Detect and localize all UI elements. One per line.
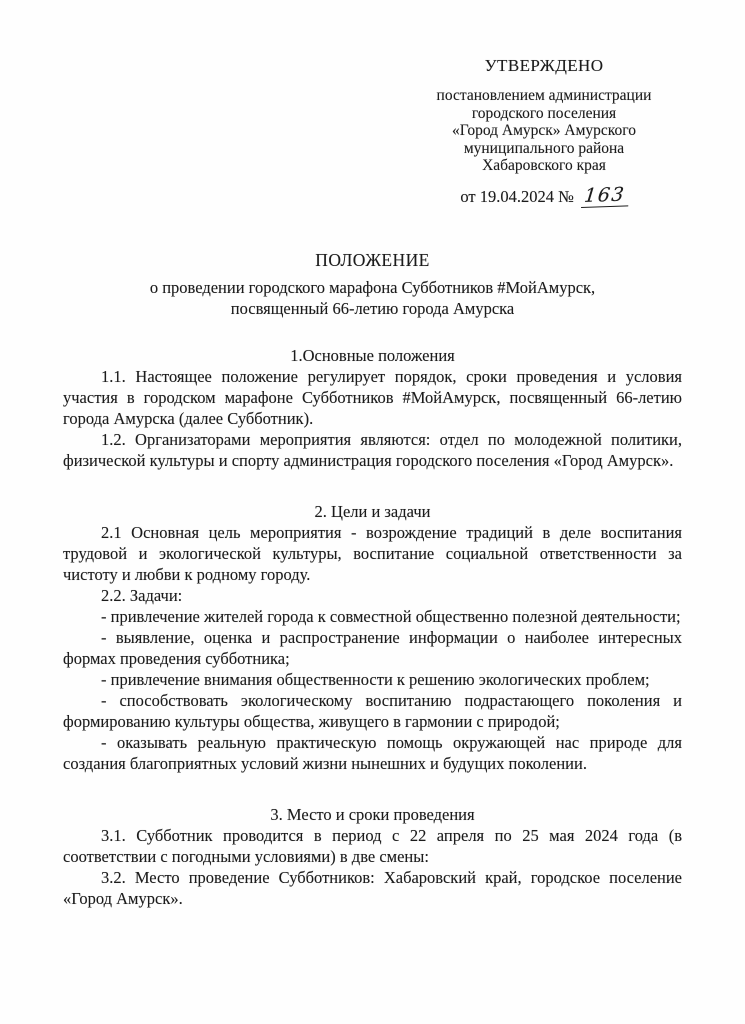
paragraph: 3.2. Место проведение Субботников: Хабаровский край, городское поселение «Город Амурск».	[63, 867, 682, 908]
approval-line: «Город Амурск» Амурского	[451, 122, 637, 139]
approval-status: УТВЕРЖДЕНО	[484, 56, 604, 75]
paragraph: 1.1. Настоящее положение регулирует порядок, сроки проведения и условия участия в городском марафоне Субботников #МойАмурск, посвященный 66-летию города Амурска (далее Субботник).	[63, 366, 682, 428]
paragraph: 3.1. Субботник проводится в период с 22 апреля по 25 мая 2024 года (в соответствии с погодными условиями) в две смены:	[63, 825, 682, 866]
list-item-paragraph: - привлечение жителей города к совместной общественно полезной деятельности;	[101, 606, 681, 626]
list-item-paragraph: - выявление, оценка и распространение информации о наиболее интересных формах проведения субботника;	[63, 627, 682, 668]
section-general-provisions	[63, 346, 682, 471]
paragraph: 2.1 Основная цель мероприятия - возрождение традиций в деле воспитания трудовой и экологической культуры, воспитание социальной ответственности за чистоту и любви к родному городу.	[63, 522, 682, 584]
document-body	[0, 346, 745, 909]
document-title: ПОЛОЖЕНИЕ	[315, 249, 430, 270]
approval-authority	[413, 87, 675, 175]
paragraph: 1.2. Организаторами мероприятия являются: отдел по молодежной политики, физической культуры и спорту администрация городского поселения «Город Амурск».	[63, 429, 682, 470]
document-subtitle-line: о проведении городского марафона Субботников #МойАмурск,	[149, 277, 596, 297]
approval-line: муниципального района	[463, 139, 625, 157]
list-item-paragraph: - способствовать экологическому воспитанию подрастающего поколения и формированию культуры общества, живущего в гармонии с природой;	[63, 690, 682, 731]
list-item-paragraph: - привлечение внимания общественности к решению экологических проблем;	[101, 669, 650, 689]
section-heading: 3. Место и сроки проведения	[270, 804, 475, 824]
approval-line: Хабаровского края	[482, 157, 606, 174]
section-place-and-dates	[63, 805, 682, 909]
section-heading: 2. Цели и задачи	[314, 501, 431, 521]
approval-date-prefix: от 19.04.2024 №	[460, 186, 574, 206]
document-subtitle-line: посвященный 66-летию города Амурска	[230, 298, 515, 318]
approval-date-line	[413, 185, 675, 208]
list-item-paragraph: - оказывать реальную практическую помощь окружающей нас природе для создания благоприятных условий жизни нынешних и будущих поколении.	[63, 732, 682, 773]
document-subtitle	[0, 277, 745, 319]
title-block	[0, 250, 745, 319]
approval-line: городского поселения	[471, 104, 617, 122]
document-number-handwritten: 163	[581, 183, 630, 208]
section-goals-and-tasks	[63, 502, 682, 774]
paragraph: 2.2. Задачи:	[101, 585, 183, 605]
approval-line: постановлением администрации	[436, 87, 652, 104]
approval-block	[413, 56, 675, 208]
section-heading: 1.Основные положения	[290, 345, 455, 365]
